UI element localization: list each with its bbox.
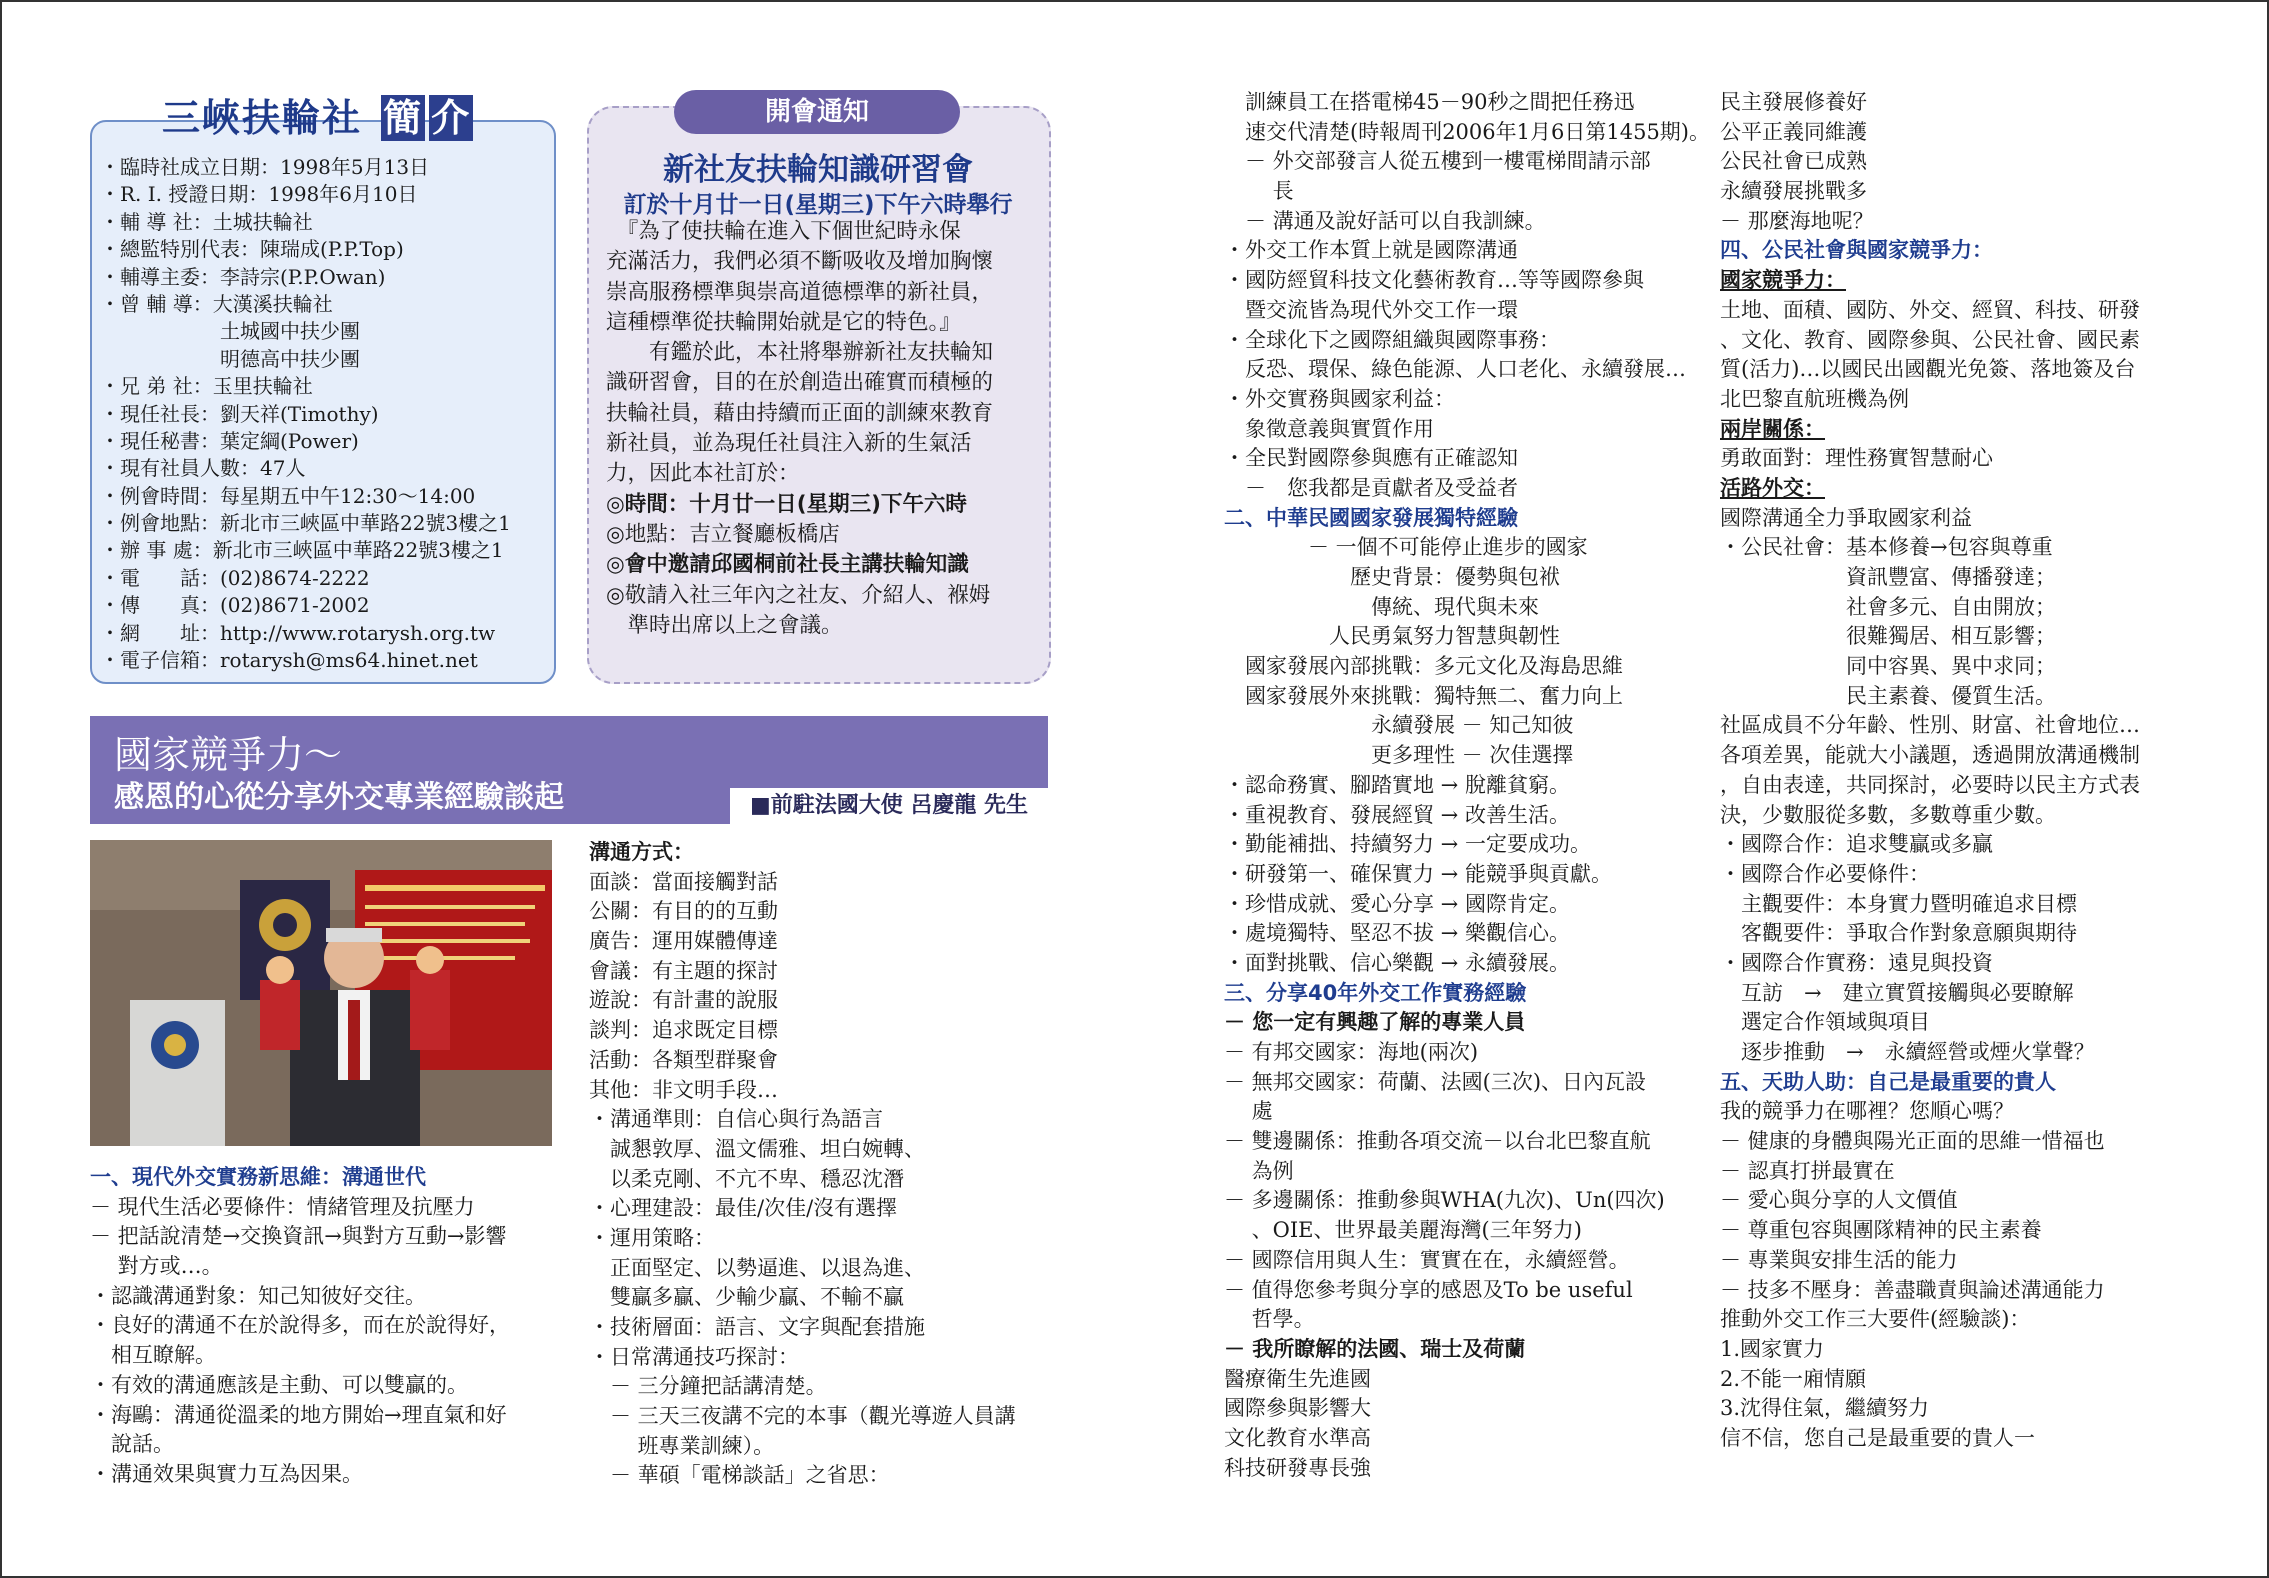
profile-item: ・輔導主委：李詩宗(P.P.Owan) bbox=[100, 264, 386, 289]
body-line: － 無邦交國家：荷蘭、法國(三次)、日內瓦設 bbox=[1224, 1069, 1647, 1094]
body-line: 、OIE、世界最美麗海灣(三年努力) bbox=[1224, 1218, 1582, 1243]
profile-item: ・現有社員人數：47人 bbox=[100, 456, 306, 481]
profile-tag-1: 簡 bbox=[383, 96, 424, 140]
profile-item: ・總監特別代表：陳瑞成(P.P.Top) bbox=[100, 237, 404, 262]
column-a bbox=[90, 1163, 510, 1490]
body-line: 3.沈得住氣，繼續努力 bbox=[1720, 1396, 1930, 1421]
sub-heading: 兩岸關係： bbox=[1720, 416, 1825, 441]
body-line: － 您我都是貢獻者及受益者 bbox=[1224, 475, 1518, 500]
body-line: 會議：有主題的探討 bbox=[589, 958, 778, 983]
body-line: 很難獨居、相互影響； bbox=[1720, 624, 2056, 649]
body-line: 速交代清楚(時報周刊2006年1月6日第1455期)。 bbox=[1224, 119, 1710, 144]
body-line: ・公民社會：基本修養→包容與尊重 bbox=[1720, 535, 2053, 560]
notice-line: 扶輪社員，藉由持續而正面的訓練來教育 bbox=[606, 400, 994, 426]
notice-title: 新社友扶輪知識研習會 bbox=[663, 152, 973, 188]
sub-heading: 國家競爭力： bbox=[1720, 268, 1846, 293]
body-line: 誠懇敦厚、溫文儒雅、坦白婉轉、 bbox=[589, 1136, 925, 1161]
profile-item: ・兄 弟 社：玉里扶輪社 bbox=[100, 374, 313, 399]
body-line: 決，少數服從多數，多數尊重少數。 bbox=[1720, 802, 2056, 827]
body-line: 北巴黎直航班機為例 bbox=[1720, 386, 1909, 411]
body-line: 勇敢面對：理性務實智慧耐心 bbox=[1720, 446, 1993, 471]
notice-line: ◎地點：吉立餐廳板橋店 bbox=[606, 521, 840, 547]
profile-item: ・臨時社成立日期：1998年5月13日 bbox=[100, 155, 430, 179]
notice-line: 新社員，並為現任社員注入新的生氣活 bbox=[606, 431, 972, 457]
body-line: 質(活力)…以國民出國觀光免簽、落地簽及台 bbox=[1720, 357, 2136, 382]
body-line: 正面堅定、以勢逼進、以退為進、 bbox=[589, 1255, 925, 1280]
profile-item: ・曾 輔 導：大漢溪扶輪社 bbox=[100, 291, 333, 316]
body-line: ・國際合作必要條件： bbox=[1720, 861, 1930, 886]
section-heading: 溝通方式： bbox=[589, 840, 694, 864]
body-line: ・溝通效果與實力互為因果。 bbox=[90, 1461, 363, 1486]
body-line: 反恐、環保、綠色能源、人口老化、永續發展… bbox=[1224, 357, 1686, 382]
body-line: ・良好的溝通不在於說得多，而在於說得好， bbox=[90, 1313, 510, 1338]
sub-heading: － 您一定有興趣了解的專業人員 bbox=[1224, 1010, 1526, 1035]
body-line: － 把話說清楚→交換資訊→與對方互動→影響 bbox=[90, 1224, 507, 1249]
body-line: － 雙邊關係：推動各項交流－以台北巴黎直航 bbox=[1224, 1129, 1651, 1154]
body-line: － 國際信用與人生：實實在在，永續經營。 bbox=[1224, 1247, 1630, 1272]
body-line: 相互瞭解。 bbox=[90, 1343, 216, 1368]
body-line: 公關：有目的的互動 bbox=[589, 899, 778, 924]
body-line: 我的競爭力在哪裡？您順心嗎？ bbox=[1720, 1099, 2014, 1124]
speaker-photo bbox=[90, 840, 552, 1146]
body-line: 處 bbox=[1224, 1099, 1273, 1124]
profile-item: ・輔 導 社：土城扶輪社 bbox=[100, 209, 313, 234]
notice-line: 力，因此本社訂於： bbox=[606, 461, 800, 487]
body-line: 暨交流皆為現代外交工作一環 bbox=[1224, 297, 1518, 322]
profile-item: ・辦 事 處：新北市三峽區中華路22號3樓之1 bbox=[100, 538, 504, 563]
body-line: ・海鷗：溝通從溫柔的地方開始→理直氣和好 bbox=[90, 1402, 507, 1427]
profile-item: ・傳 真：(02)8671-2002 bbox=[100, 593, 370, 618]
column-c bbox=[1224, 88, 1710, 1483]
body-line: 班專業訓練）。 bbox=[589, 1433, 775, 1458]
body-line: 同中容異、異中求同； bbox=[1720, 654, 2056, 679]
body-line: ・溝通準則：自信心與行為語言 bbox=[589, 1107, 883, 1132]
body-line: 選定合作領域與項目 bbox=[1720, 1010, 1930, 1035]
article-title: 國家競爭力～ bbox=[114, 733, 343, 777]
notice-line: 崇高服務標準與崇高道德標準的新社員， bbox=[606, 279, 994, 305]
notice-line: 準時出席以上之會議。 bbox=[606, 612, 843, 638]
body-line: 歷史背景：優勢與包袱 bbox=[1224, 565, 1560, 589]
body-line: 國際參與影響大 bbox=[1224, 1396, 1371, 1421]
body-line: 永續發展 － 知己知彼 bbox=[1224, 713, 1574, 738]
body-line: 為例 bbox=[1224, 1158, 1294, 1183]
body-line: － 認真打拼最實在 bbox=[1720, 1158, 1895, 1183]
sub-heading: 活路外交： bbox=[1720, 475, 1825, 500]
body-line: 其他：非文明手段… bbox=[589, 1077, 778, 1102]
body-line: － 三分鐘把話講清楚。 bbox=[589, 1374, 827, 1399]
body-line: － 那麼海地呢？ bbox=[1720, 208, 1874, 233]
notice-line: 這種標準從扶輪開始就是它的特色。』 bbox=[606, 309, 961, 335]
body-line: 對方或…。 bbox=[90, 1254, 223, 1279]
body-line: 民主發展修養好 bbox=[1720, 90, 1867, 114]
body-line: 說話。 bbox=[90, 1432, 174, 1457]
body-line: 互訪 → 建立實質接觸與必要瞭解 bbox=[1720, 980, 2074, 1005]
profile-item: 明德高中扶少團 bbox=[100, 346, 360, 371]
profile-item: ・現任秘書：葉定綱(Power) bbox=[100, 428, 359, 453]
notice-line: 有鑑於此，本社將舉辦新社友扶輪知 bbox=[606, 340, 994, 366]
body-line: 客觀要件：爭取合作對象意願與期待 bbox=[1720, 921, 2077, 946]
profile-title-text: 三峽扶輪社 bbox=[162, 96, 363, 140]
body-line: 象徵意義與實質作用 bbox=[1224, 416, 1434, 441]
sub-heading: － 我所瞭解的法國、瑞士及荷蘭 bbox=[1224, 1336, 1526, 1361]
profile-item: ・例會時間：每星期五中午12:30～14:00 bbox=[100, 483, 476, 508]
section-heading: 二、中華民國國家發展獨特經驗 bbox=[1224, 505, 1518, 530]
body-line: － 現代生活必要條件：情緒管理及抗壓力 bbox=[90, 1194, 475, 1219]
body-line: ・國防經貿科技文化藝術教育…等等國際參與 bbox=[1224, 268, 1644, 293]
body-line: 傳統、現代與未來 bbox=[1224, 594, 1539, 619]
body-line: － 愛心與分享的人文價值 bbox=[1720, 1188, 1958, 1213]
body-line: 社區成員不分年齡、性別、財富、社會地位… bbox=[1720, 713, 2140, 738]
profile-item: ・網 址：http://www.rotarysh.org.tw bbox=[100, 620, 496, 645]
body-line: ・認識溝通對象：知己知彼好交往。 bbox=[90, 1283, 426, 1308]
body-line: 民主素養、優質生活。 bbox=[1720, 683, 2056, 708]
body-line: － 技多不壓身：善盡職責與論述溝通能力 bbox=[1720, 1277, 2105, 1302]
notice-line: ◎時間：十月廿一日(星期三)下午六時 bbox=[606, 491, 967, 517]
notice-line: 識研習會，目的在於創造出確實而積極的 bbox=[606, 370, 994, 396]
body-line: － 值得您參考與分享的感恩及To be useful bbox=[1224, 1277, 1633, 1302]
body-line: 以柔克剛、不亢不卑、穩忍沈潛 bbox=[589, 1166, 904, 1191]
profile-title bbox=[162, 87, 473, 142]
body-line: 公平正義同維護 bbox=[1720, 119, 1867, 144]
body-line: ・認命務實、腳踏實地 → 脫離貧窮。 bbox=[1224, 772, 1570, 797]
section-heading: 四、公民社會與國家競爭力： bbox=[1720, 238, 1993, 263]
body-line: － 多邊關係：推動參與WHA(九次)、Un(四次) bbox=[1224, 1188, 1665, 1213]
profile-list bbox=[100, 154, 511, 674]
notice-subtitle: 訂於十月廿一日(星期三)下午六時舉行 bbox=[623, 192, 1013, 218]
body-line: 廣告：運用媒體傳達 bbox=[589, 929, 778, 954]
body-line: ・外交工作本質上就是國際溝通 bbox=[1224, 238, 1518, 263]
body-line: ・國際合作實務：遠見與投資 bbox=[1720, 950, 1993, 975]
body-line: 國家發展內部挑戰：多元文化及海島思維 bbox=[1224, 654, 1623, 679]
body-line: ・全球化下之國際組織與國際事務： bbox=[1224, 327, 1560, 352]
profile-item: ・電 話：(02)8674-2222 bbox=[100, 565, 370, 590]
body-line: － 專業與安排生活的能力 bbox=[1720, 1247, 1958, 1272]
body-line: 2.不能一廂情願 bbox=[1720, 1366, 1867, 1391]
body-line: ・勤能補拙、持續努力 → 一定要成功。 bbox=[1224, 832, 1591, 857]
body-line: 逐步推動 → 永續經營或煙火掌聲？ bbox=[1720, 1040, 2095, 1064]
article-subtitle: 感恩的心從分享外交專業經驗談起 bbox=[114, 780, 564, 815]
body-line: 人民勇氣努力智慧與韌性 bbox=[1224, 624, 1560, 649]
body-line: 活動：各類型群聚會 bbox=[589, 1047, 778, 1072]
body-line: 國際溝通全力爭取國家利益 bbox=[1720, 505, 1972, 530]
body-line: ・日常溝通技巧探討： bbox=[589, 1344, 799, 1369]
body-line: 信不信，您自己是最重要的貴人一 bbox=[1720, 1425, 2035, 1450]
body-line: 文化教育水準高 bbox=[1224, 1425, 1371, 1450]
body-line: 土地、面積、國防、外交、經貿、科技、研發 bbox=[1720, 297, 2140, 322]
body-line: ，自由表達，共同探討，必要時以民主方式表 bbox=[1720, 772, 2140, 797]
section-heading: 一、現代外交實務新思維：溝通世代 bbox=[90, 1165, 426, 1189]
body-line: 推動外交工作三大要件(經驗談)： bbox=[1720, 1307, 2031, 1332]
body-line: 公民社會已成熟 bbox=[1720, 149, 1867, 174]
body-line: 國家發展外來挑戰：獨特無二、奮力向上 bbox=[1224, 683, 1623, 708]
body-line: 面談：當面接觸對話 bbox=[589, 869, 778, 894]
body-line: 永續發展挑戰多 bbox=[1720, 179, 1867, 204]
body-line: ・運用策略： bbox=[589, 1225, 715, 1250]
profile-item: ・電子信箱：rotarysh@ms64.hinet.net bbox=[100, 648, 478, 673]
body-line: 資訊豐富、傳播發達； bbox=[1720, 565, 2056, 589]
body-line: 科技研發專長強 bbox=[1224, 1455, 1371, 1480]
body-line: ・技術層面：語言、文字與配套措施 bbox=[589, 1315, 925, 1339]
notice-line: 『為了使扶輪在進入下個世紀時永保 bbox=[606, 219, 961, 244]
body-line: ・全民對國際參與應有正確認知 bbox=[1224, 446, 1518, 471]
notice-tag: 開會通知 bbox=[674, 90, 960, 134]
body-line: － 華碩「電梯談話」之省思： bbox=[589, 1463, 890, 1488]
body-line: 主觀要件：本身實力暨明確追求目標 bbox=[1720, 891, 2077, 916]
body-line: ・面對挑戰、信心樂觀 → 永續發展。 bbox=[1224, 950, 1570, 975]
body-line: 醫療衛生先進國 bbox=[1224, 1366, 1371, 1391]
article-byline: ■前駐法國大使 呂慶龍 先生 bbox=[730, 788, 1048, 824]
body-line: 遊說：有計畫的說服 bbox=[589, 988, 778, 1013]
body-line: ・研發第一、確保實力 → 能競爭與貢獻。 bbox=[1224, 861, 1612, 886]
notice-line: ◎敬請入社三年內之社友、介紹人、褓姆 bbox=[606, 582, 991, 608]
profile-item: ・R. I. 授證日期：1998年6月10日 bbox=[100, 182, 418, 207]
column-b bbox=[589, 838, 1016, 1491]
body-line: ・外交實務與國家利益： bbox=[1224, 386, 1455, 411]
body-line: ・國際合作：追求雙贏或多贏 bbox=[1720, 832, 1993, 857]
body-line: 訓練員工在搭電梯45－90秒之間把任務迅 bbox=[1224, 90, 1635, 114]
body-line: 雙贏多贏、少輸少贏、不輸不贏 bbox=[589, 1285, 904, 1310]
body-line: － 三天三夜講不完的本事（觀光導遊人員講 bbox=[589, 1404, 1016, 1429]
notice-body bbox=[606, 217, 993, 641]
speaker-photo-illustration bbox=[90, 840, 552, 1146]
profile-item: ・現任社長：劉天祥(Timothy) bbox=[100, 401, 379, 426]
profile-item: ・例會地點：新北市三峽區中華路22號3樓之1 bbox=[100, 511, 511, 536]
body-line: ・心理建設：最佳/次佳/沒有選擇 bbox=[589, 1196, 898, 1221]
body-line: 長 bbox=[1224, 179, 1294, 204]
body-line: 哲學。 bbox=[1224, 1307, 1315, 1332]
body-line: 、文化、教育、國際參與、公民社會、國民素 bbox=[1720, 327, 2140, 352]
body-line: 1.國家實力 bbox=[1720, 1336, 1825, 1361]
body-line: ・珍惜成就、愛心分享 → 國際肯定。 bbox=[1224, 891, 1570, 916]
body-line: 社會多元、自由開放； bbox=[1720, 594, 2056, 619]
body-line: － 一個不可能停止進步的國家 bbox=[1224, 535, 1588, 560]
section-heading: 三、分享40年外交工作實務經驗 bbox=[1224, 980, 1527, 1005]
body-line: － 外交部發言人從五樓到一樓電梯間請示部 bbox=[1224, 149, 1651, 174]
body-line: － 有邦交國家：海地(兩次) bbox=[1224, 1040, 1479, 1064]
profile-tag-2: 介 bbox=[431, 96, 472, 140]
body-line: ・有效的溝通應該是主動、可以雙贏的。 bbox=[90, 1372, 468, 1397]
body-line: ・處境獨特、堅忍不拔 → 樂觀信心。 bbox=[1224, 921, 1570, 946]
body-line: ・重視教育、發展經貿 → 改善生活。 bbox=[1224, 802, 1570, 827]
body-line: 更多理性 － 次佳選擇 bbox=[1224, 743, 1574, 768]
section-heading: 五、天助人助：自己是最重要的貴人 bbox=[1720, 1069, 2056, 1094]
column-d bbox=[1720, 88, 2140, 1454]
body-line: － 尊重包容與團隊精神的民主素養 bbox=[1720, 1218, 2042, 1243]
notice-line: 充滿活力，我們必須不斷吸收及增加胸懷 bbox=[606, 249, 994, 275]
notice-line: ◎會中邀請邱國桐前社長主講扶輪知識 bbox=[606, 552, 969, 578]
profile-item: 土城國中扶少團 bbox=[100, 319, 360, 344]
body-line: － 溝通及說好話可以自我訓練。 bbox=[1224, 208, 1546, 233]
body-line: 各項差異，能就大小議題，透過開放溝通機制 bbox=[1720, 743, 2140, 768]
body-line: 談判：追求既定目標 bbox=[589, 1018, 778, 1043]
body-line: － 健康的身體與陽光正面的思維一惜福也 bbox=[1720, 1129, 2105, 1154]
